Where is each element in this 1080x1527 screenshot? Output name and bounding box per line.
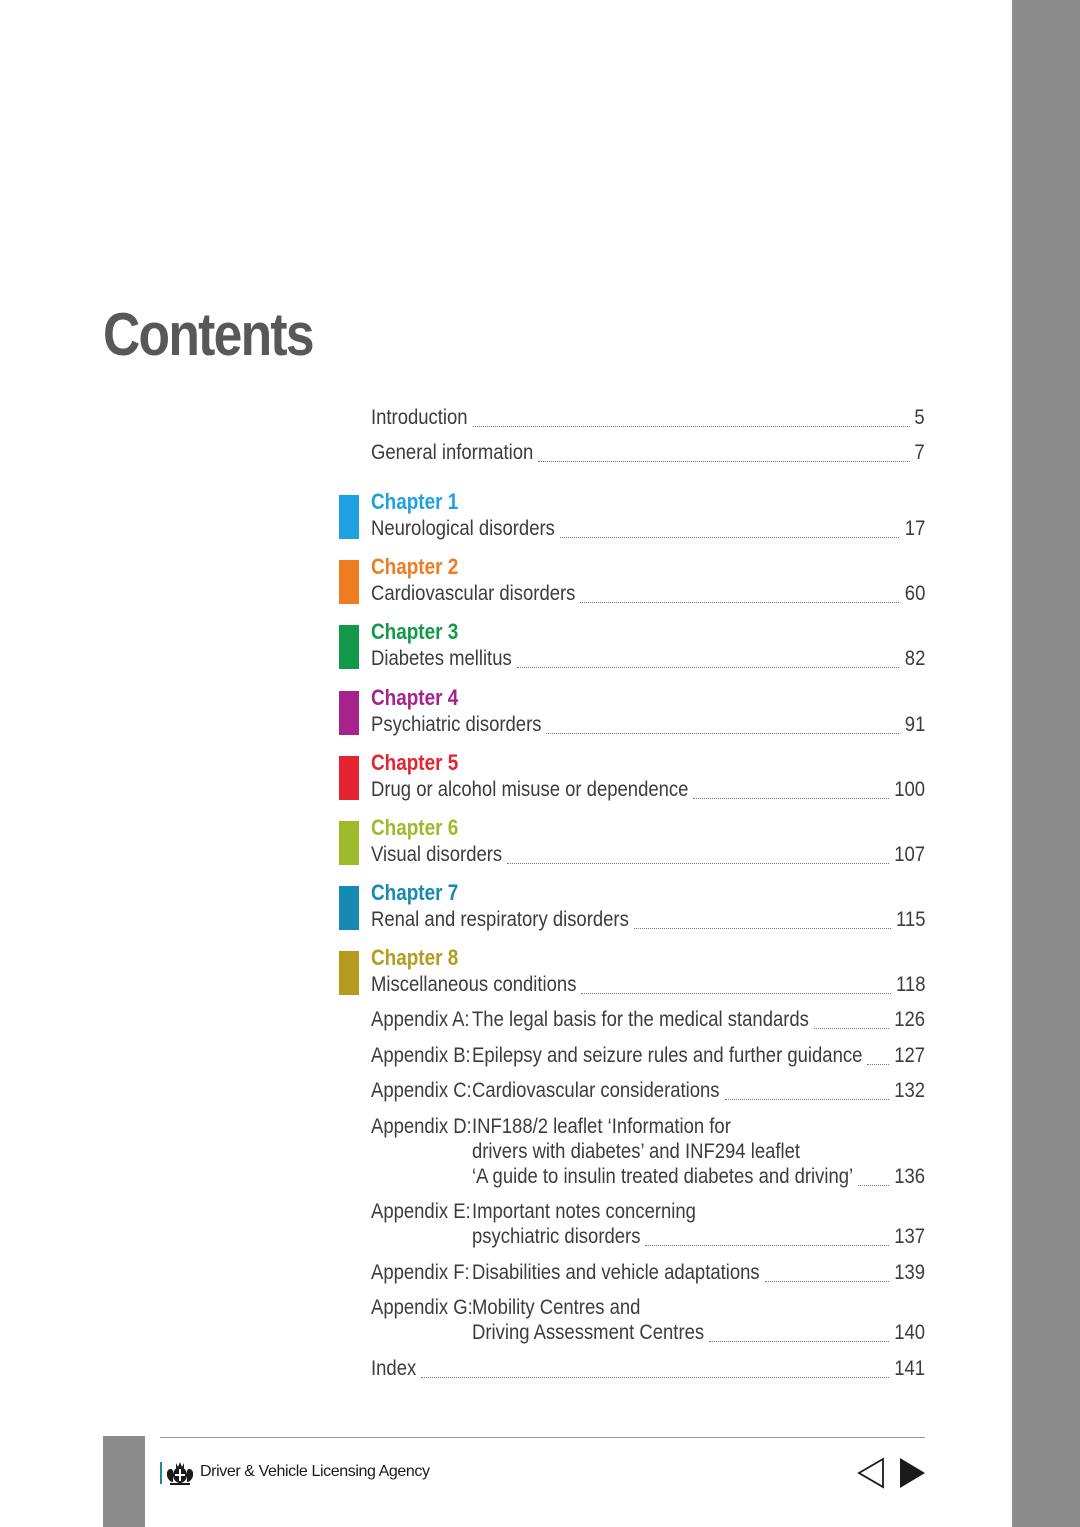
chapter-title: Chapter 2 (371, 554, 459, 580)
footer-accent-tick (160, 1462, 162, 1484)
dot-leader (517, 667, 900, 668)
entry-description: Index (371, 1357, 417, 1380)
dot-leader (580, 602, 899, 603)
entry-description: Epilepsy and seizure rules and further guidance (472, 1044, 863, 1067)
toc-entry-appendix-d[interactable] (371, 1115, 925, 1196)
chapter-color-marker (339, 756, 359, 800)
entry-description: Visual disorders (371, 843, 503, 866)
dot-leader (858, 1185, 889, 1186)
entry-description: Neurological disorders (371, 517, 555, 540)
chapter-title: Chapter 6 (371, 815, 459, 840)
page-number: 137 (894, 1225, 925, 1248)
toc-entry-appendix-c[interactable] (371, 1079, 925, 1110)
toc-entry-chapter-2[interactable] (371, 582, 925, 613)
chapter-color-marker (339, 691, 359, 735)
toc-entry-chapter-1[interactable] (371, 517, 925, 548)
toc-entry-chapter-7[interactable] (371, 908, 925, 939)
entry-description: Miscellaneous conditions (371, 973, 577, 997)
entry-description: Renal and respiratory disorders (371, 908, 629, 932)
page-number: 139 (894, 1261, 925, 1284)
page-number: 115 (895, 908, 925, 932)
page-number: 118 (895, 973, 925, 997)
toc-entry-appendix-f[interactable] (371, 1261, 925, 1292)
chapter-title: Chapter 5 (371, 749, 459, 775)
dot-leader (507, 863, 889, 864)
entry-description: Cardiovascular disorders (371, 582, 576, 606)
dot-leader (765, 1281, 890, 1282)
entry-label: Appendix C: (371, 1079, 472, 1102)
page-number: 7 (914, 441, 925, 464)
dot-leader (421, 1377, 889, 1378)
entry-description: Mobility Centres and (472, 1296, 641, 1319)
page-number: 127 (894, 1044, 925, 1067)
toc-entry-index[interactable] (371, 1357, 925, 1388)
page-number: 100 (894, 777, 925, 801)
dot-leader (693, 798, 889, 799)
toc-entry-chapter-6[interactable] (371, 843, 925, 874)
dot-leader (560, 537, 900, 538)
dot-leader (645, 1245, 889, 1246)
chapter-color-marker (339, 495, 359, 539)
chapter-title: Chapter 3 (371, 619, 459, 645)
entry-label: Appendix G: (371, 1296, 473, 1319)
dot-leader (709, 1341, 889, 1342)
toc-entry-chapter-4[interactable] (371, 713, 925, 744)
entry-description: Cardiovascular considerations (472, 1079, 720, 1102)
dot-leader (867, 1064, 889, 1065)
toc-entry-chapter-8[interactable] (371, 973, 925, 1004)
dot-leader (546, 733, 899, 734)
entry-label: Appendix A: (371, 1008, 470, 1031)
chapter-color-marker (339, 625, 359, 669)
dot-leader (725, 1099, 890, 1100)
toc-entry-appendix-b[interactable] (371, 1044, 925, 1075)
chapter-title: Chapter 8 (371, 945, 459, 971)
entry-description: Introduction (371, 406, 468, 429)
dot-leader (634, 928, 891, 929)
entry-label: Appendix E: (371, 1200, 471, 1223)
entry-description: Disabilities and vehicle adaptations (472, 1261, 760, 1284)
toc-entry-chapter-5[interactable] (371, 778, 925, 809)
footer-divider (160, 1437, 925, 1438)
royal-crest-icon (166, 1460, 194, 1486)
entry-description: Psychiatric disorders (371, 712, 542, 736)
previous-page-icon[interactable] (857, 1457, 885, 1489)
entry-description: INF188/2 leaflet ‘Information for (472, 1115, 731, 1138)
entry-label: Appendix F: (371, 1261, 470, 1284)
entry-description-continued: drivers with diabetes’ and INF294 leaflet (472, 1140, 801, 1163)
next-page-icon[interactable] (898, 1457, 926, 1489)
chapter-title: Chapter 7 (371, 880, 459, 906)
entry-description: Important notes concerning (472, 1200, 696, 1223)
entry-description-continued: ‘A guide to insulin treated diabetes and driving’ (472, 1165, 854, 1188)
entry-description: Diabetes mellitus (371, 647, 512, 671)
toc-entry-appendix-e[interactable] (371, 1200, 925, 1256)
page-number: 136 (894, 1165, 925, 1188)
toc-entry-general-information[interactable] (371, 441, 925, 472)
agency-name: Driver & Vehicle Licensing Agency (200, 1463, 430, 1480)
page-number: 91 (904, 712, 925, 736)
page-number: 5 (914, 406, 925, 429)
toc-entry-appendix-a[interactable] (371, 1008, 925, 1039)
entry-label: Appendix B: (371, 1044, 471, 1067)
toc-entry-chapter-3[interactable] (371, 647, 925, 678)
toc-entry-appendix-g[interactable] (371, 1296, 925, 1352)
dot-leader (473, 426, 910, 427)
entry-label: Appendix D: (371, 1115, 472, 1138)
entry-description: Drug or alcohol misuse or dependence (371, 777, 689, 801)
page-number: 60 (904, 582, 925, 606)
dot-leader (538, 461, 909, 462)
page-title: Contents (103, 301, 313, 368)
chapter-color-marker (339, 951, 359, 995)
dot-leader (814, 1028, 889, 1029)
page-number: 141 (894, 1357, 925, 1380)
page-number: 132 (894, 1079, 925, 1102)
page-number: 140 (894, 1321, 925, 1344)
chapter-color-marker (339, 886, 359, 930)
entry-description: The legal basis for the medical standards (472, 1008, 809, 1031)
entry-description: General information (371, 441, 534, 464)
page-number: 107 (894, 843, 925, 866)
footer-grey-block (103, 1436, 145, 1527)
page-number: 17 (904, 517, 925, 540)
dot-leader (581, 993, 890, 994)
chapter-title: Chapter 4 (371, 684, 459, 710)
entry-description-continued: Driving Assessment Centres (472, 1321, 705, 1344)
chapter-title: Chapter 1 (371, 489, 459, 514)
page-number: 126 (894, 1008, 925, 1031)
toc-entry-introduction[interactable] (371, 406, 925, 437)
entry-description-continued: psychiatric disorders (472, 1225, 641, 1248)
page-number: 82 (904, 647, 925, 671)
chapter-color-marker (339, 560, 359, 604)
chapter-color-marker (339, 821, 359, 865)
